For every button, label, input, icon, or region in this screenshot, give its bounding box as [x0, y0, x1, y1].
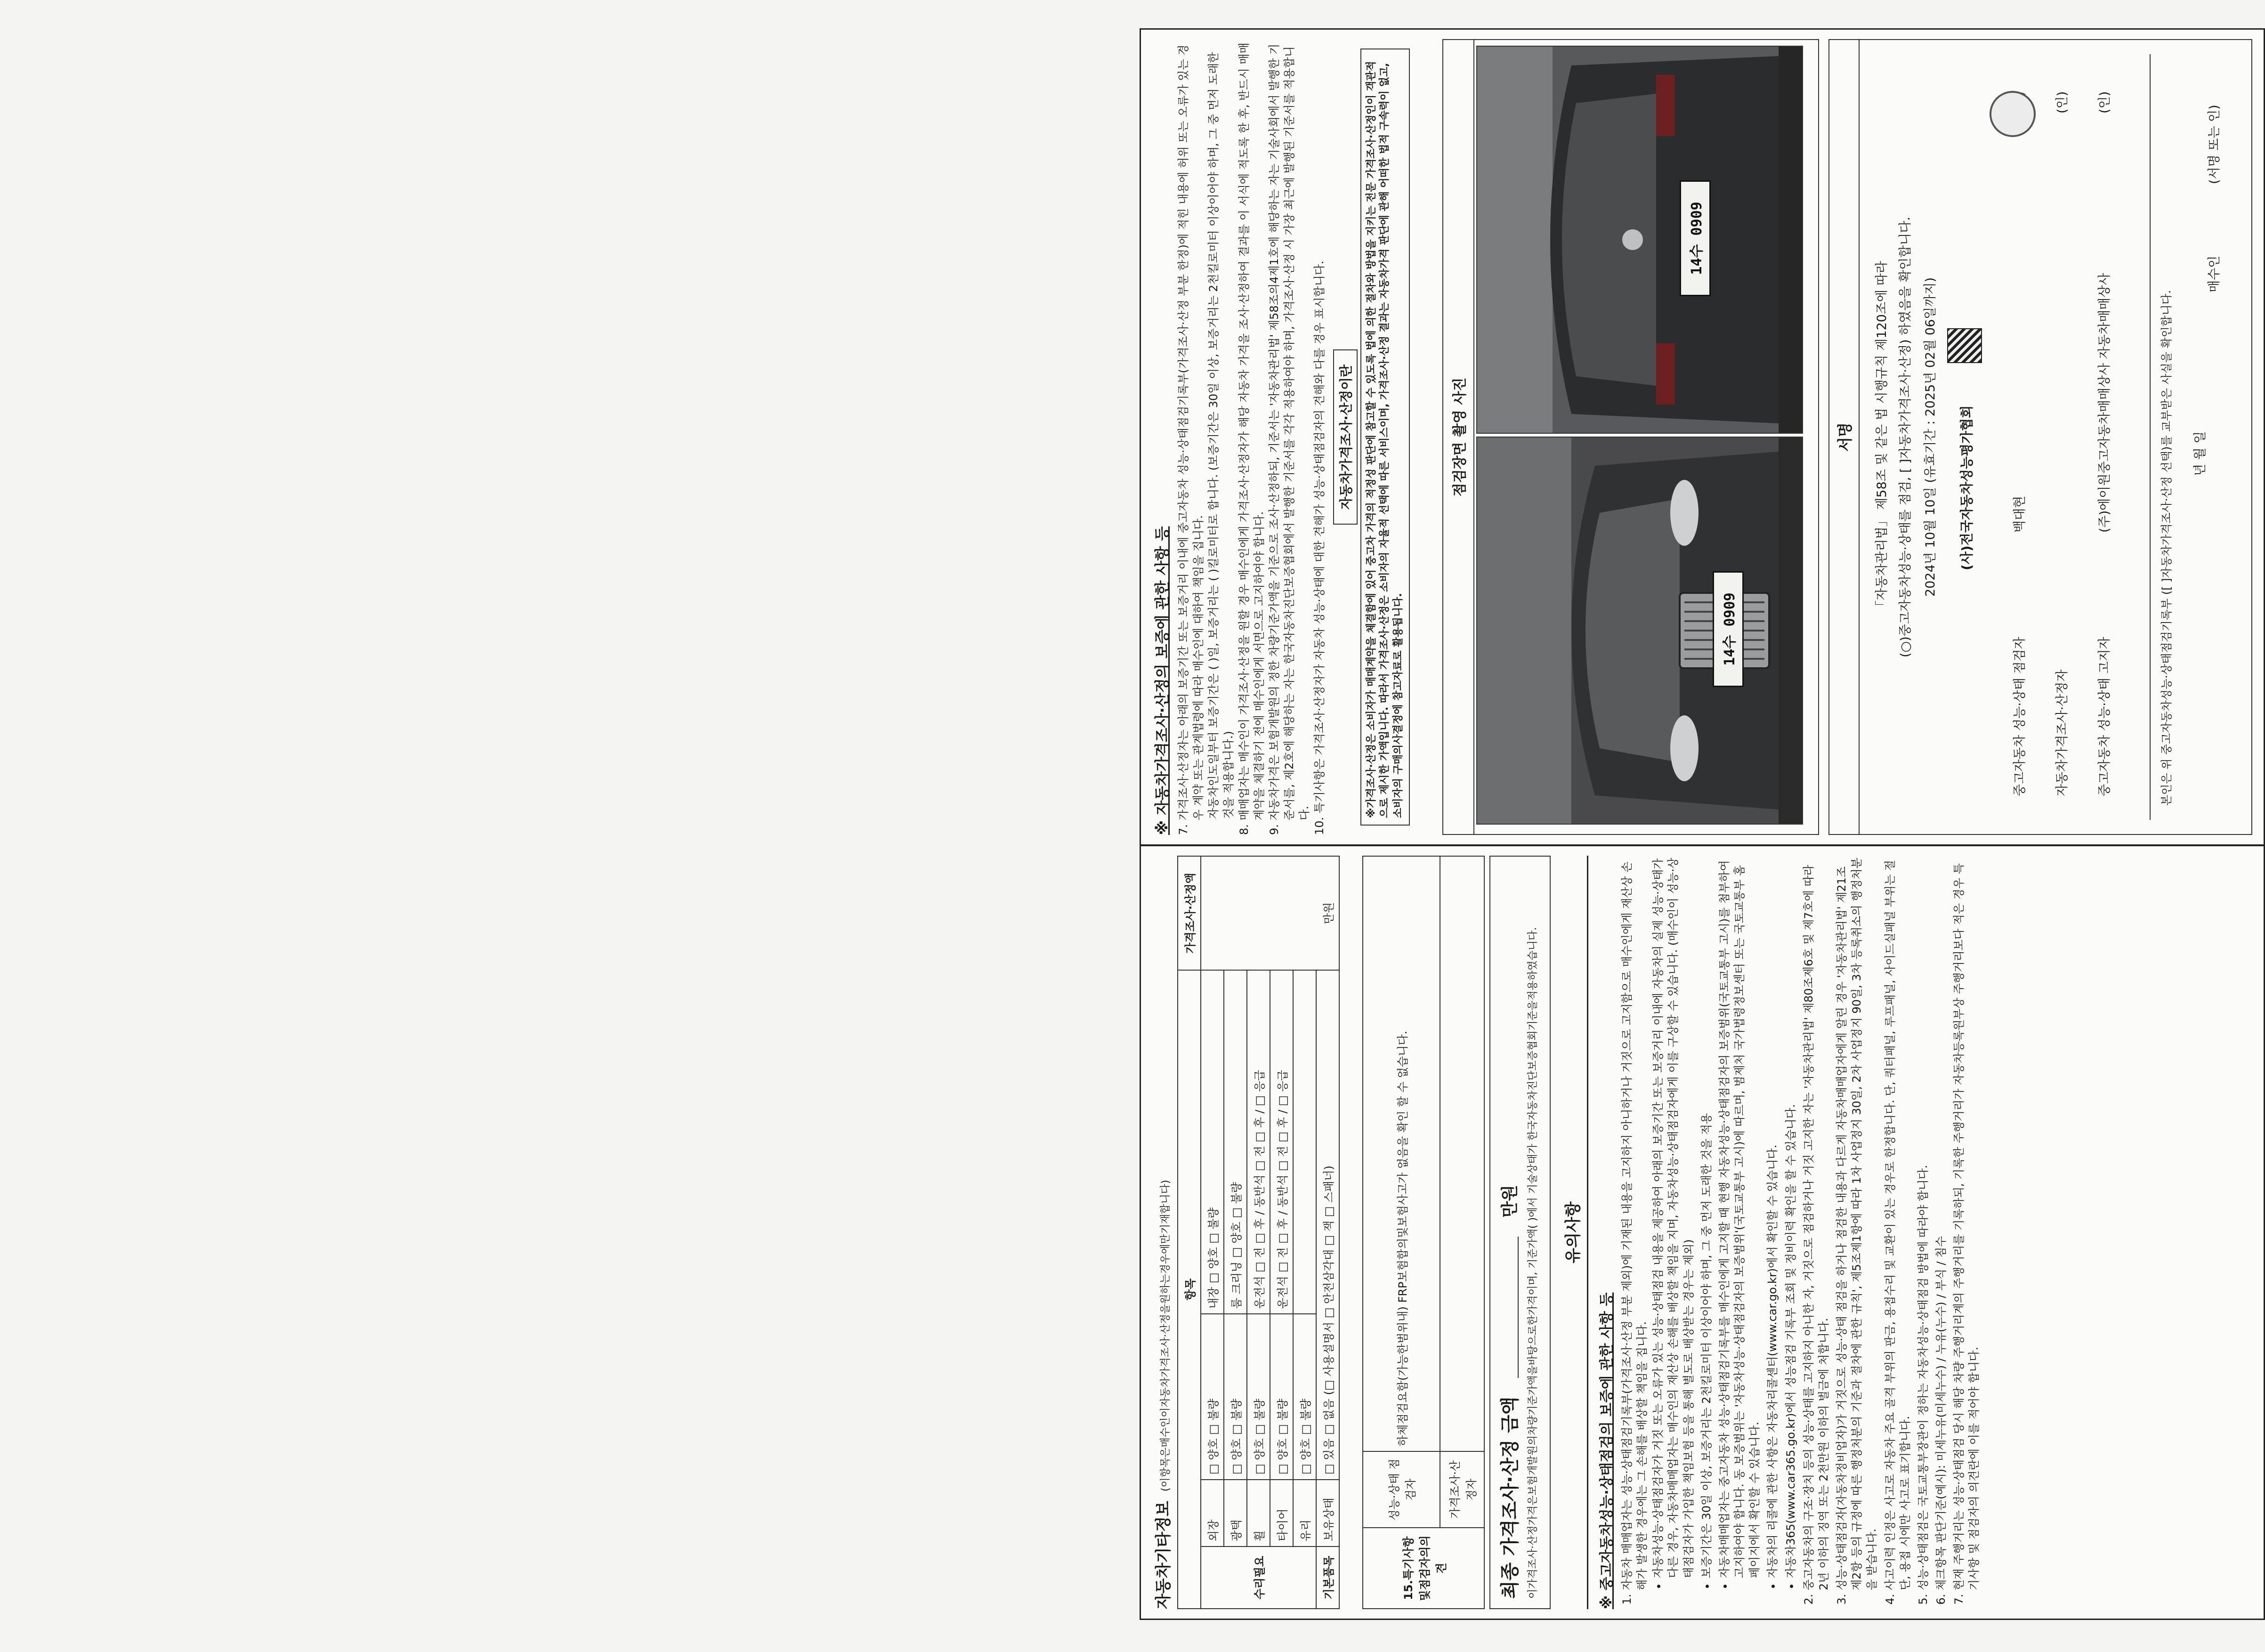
opinion-row-label: 가격조사·산정자 [1440, 1451, 1484, 1528]
signature-check-text: (○)중고자동차성능·상태를 점검, [ ]자동차가격조사·산정) 하였음을 확인합니다. [1898, 217, 1913, 657]
guarantee-text: 자동차가격은 보험개발원의 정한 차량기준가액을 기준으로 조사·산정하되, 기준서는 '자동차관리법' 제58조의4제1호에 해당하는 자는 기술사회에서 발행한 기준서를, 제2호에 해당하는 자는 한국자동차진단보증협회에서 발행한 기준서를 각각 적용하여야 하며, 가격조사·산정 시 가장 최근에 발행된 기준서를 적용합니다. [1267, 43, 1311, 821]
basic-items-sub: 보유상태 [1316, 1480, 1339, 1547]
caution-text: • 자동차매매업자는 중고자동차 성능·상태점검기록부를 매수인에게 고지할 때 현행 자동차성능·상태점검자의 보증범위(국토교통부 고시)를 첨부하여 고지하여야 합니다. 동 보증범위는 '자동차성능·상태점검자의 보증범위'(국토교통부 고시)에 따르며, 범제처 국가법령정보센터 또는 국토교통부 홈페이지에서 확인할 수 있습니다. [1717, 856, 1762, 1578]
price-cell [1201, 856, 1339, 970]
photo-section [1442, 39, 1819, 835]
vehicle-other-subtitle: (이항목은매수인이자동차가격조사·산정을원하는경우에만기재합니다) [1160, 1180, 1172, 1492]
opinion-row-text [1440, 856, 1484, 1451]
row-name: 타이어 [1270, 1480, 1293, 1547]
repair-label: 수리필요 [1201, 1547, 1316, 1609]
role-label: 중고자동차 성능·상태 고지자 [2097, 637, 2112, 796]
basic-items-value[interactable]: □ 있음 □ 없음 (□ 사용설명서 □ 안전삼각대 □ 잭 □ 스패너) [1316, 970, 1339, 1480]
row-option-2-value[interactable]: □ 양호 □ 불량 [1230, 1182, 1243, 1258]
caution-section1-title: ※ 중고자동차성능·상태점검의 보증에 관한 사항 등 [1599, 1292, 1615, 1609]
vehicle-other-title: 자동차기타정보 [1154, 1501, 1173, 1609]
final-price-unit: 만원 [1500, 1184, 1520, 1218]
photo-front [1476, 437, 1803, 825]
signature-role-row [1999, 76, 2041, 796]
col-price-header: 가격조사·산정액 [1178, 856, 1201, 970]
guarantee-list [1176, 39, 1327, 835]
definition-title: 자동차가격조사·산정이란 [1333, 349, 1358, 525]
caution-list [1619, 856, 1982, 1609]
signature-org: (사)전국자동차성능평가협회 [1959, 405, 1974, 570]
buyer-sign[interactable]: (서명 또는 인) [2207, 105, 2222, 184]
row-option[interactable]: □ 양호 □ 불량 [1224, 1314, 1247, 1480]
caution-item-7: 7. 현재 주행거리는 성능·상태점검 당시 해당 차량 주행거리계의 주행거리를 기록하되, 기록한 주행거리가 자동차등록원부상 주행거리보다 적은 경우 특기사항 및 점검자의 의견란에 이를 적어야 합니다. [1951, 856, 1982, 1590]
guarantee-section [1150, 39, 1410, 835]
caution-text: 자동차 매매업자는 성능·상태점검기록부(가격조사·산정 부분 제외)에 기재된 내용을 고지하지 아니하거나 거짓으로 고지함으로 매수인에게 재산상 손해가 발생한 경우에는 그 손해를 배상할 책임을 집니다. [1620, 861, 1649, 1590]
col-item-header: 항목 [1178, 970, 1201, 1609]
guarantee-text: 특기사항은 가격조사·산정자가 자동차 성능·상태에 대한 견해가 성능·상태점검자의 견해와 다를 경우 표시합니다. [1313, 260, 1327, 813]
opinion-section [1362, 856, 1485, 1609]
official-seal-icon [1990, 91, 2036, 137]
row-option[interactable]: □ 양호 □ 불량 [1293, 1314, 1316, 1480]
caution-item-2: 2. 중고자동차의 구조·장치 등의 성능·상태를 고지하지 아니한 자, 거짓으로 점검하거나 거짓 고지한 자는 '자동차관리법' 제80조제6호 및 제7호에 따라 2년 이하의 징역 또는 2천만원 이하의 벌금에 처합니다. [1801, 856, 1831, 1590]
role-name: (주)에이원중고자동차매매상사 자동차매매상사 [2097, 273, 2112, 533]
inspection-form-sheet [1140, 28, 2265, 1620]
signature-role-row [2084, 76, 2126, 796]
row-option-2[interactable] [1224, 970, 1247, 1314]
caution-item-6: 6. 체크항목 판단기준(예시): 미세누유(미세누수) / 누유(누수) / 부식 / 침수 [1933, 856, 1949, 1590]
price-unit: 만원 [1322, 902, 1335, 924]
guarantee-number: 8. [1237, 824, 1251, 835]
row-name: 휠 [1247, 1480, 1270, 1547]
vehicle-other-info [1150, 856, 1340, 1609]
final-price-note: 이가격조사·산정가격은보험개발원의차량기준가액을바탕으로한가격이며, 기준가액( )에서 기술상태가 한국자동차진단보증협회기준을적용하였습니다. [1527, 927, 1539, 1599]
license-plate-rear: 14수 0909 [1680, 180, 1711, 296]
row-option[interactable]: □ 양호 □ 불량 [1270, 1314, 1293, 1480]
caution-item-3: 3. 성능·상태점검자(자동차정비업자)가 거짓으로 성능·상태 점검을 하거나 점검한 내용과 다르게 자동차매매업자에게 알린 경우 '자동차관리법' 제21조제2항 등의 규정에 따른 행정처분의 기준과 절차에 관한 규칙', 제5조제1항에 따라 1차 사업정지 30일, 2차 사업정지 90일, 3차 등록취소의 행정처분을 받습니다. [1834, 856, 1879, 1590]
signature-title: 서명 [1829, 40, 1860, 834]
row-option[interactable]: □ 양호 □ 불량 [1201, 1314, 1224, 1480]
row-option-2-value[interactable]: □ 양호 □ 불량 [1207, 1207, 1220, 1283]
signature-date: 2024년 10월 10일 (유효기간 : 2025년 02월 06일까지) [1923, 277, 1938, 597]
buyer-label: 매수인 [2207, 255, 2222, 292]
opinion-row-text: 하체점검요함(가능한범위내) FRP보험합의및보험사고가 없음을 확인 할 수 없습니다. [1363, 856, 1440, 1451]
row-option-2 [1293, 970, 1316, 1314]
guarantee-number: 10. [1313, 817, 1327, 835]
final-price-input[interactable] [1499, 1237, 1519, 1378]
row-name-2: 룸 크리닝 [1230, 1261, 1243, 1309]
row-name: 유리 [1293, 1480, 1316, 1547]
caution-title: 유의사항 [1560, 856, 1588, 1609]
signature-section [1828, 39, 2252, 835]
guarantee-text: 매매업자는 매수인이 가격조사·산정을 원할 경우 매수인에게 가격조사·산정자가 해당 자동차 가격을 조사·산정하여 결과를 이 서식에 적도록 한 후, 반드시 매매계약을 체결하기 전에 매수인에게 서면으로 고지하여야 합니다. [1237, 42, 1266, 821]
caution-text: • 보증기간은 30일 이상, 보증거리는 2천킬로미터 이상이어야 하며, 그 중 먼저 도래한 것을 적용 [1699, 856, 1714, 1578]
guarantee-text: 가격조사·산정자는 아래의 보증기간 또는 보증거리 이내에 중고자동차 성능·상태점검기록부(가격조사·산정 부분 한정)에 적힌 내용에 허위 또는 오류가 있는 경우 계약 또는 관계법령에 따라 매수인에 대하여 책임을 집니다. [1177, 44, 1205, 821]
left-half [1141, 844, 2264, 1619]
row-option-2[interactable]: 운전석 □ 전 □ 후 / 동반석 □ 전 □ 후 / □ 응급 [1270, 970, 1293, 1314]
opinion-table [1362, 856, 1485, 1609]
photo-rear [1476, 46, 1803, 434]
signature-law-text: 「자동차관리법」 제58조 및 같은 법 시행규칙 제120조에 따라 [1875, 261, 1889, 613]
row-option-2[interactable] [1201, 970, 1224, 1314]
caution-item-1 [1619, 856, 1798, 1590]
caution-section [1560, 856, 1984, 1609]
guarantee-number: 7. [1177, 824, 1190, 835]
right-half [1141, 30, 2264, 844]
opinion-label: 15.특기사항및점검자의의견 [1363, 1528, 1484, 1609]
row-name-2: 내장 [1207, 1287, 1220, 1309]
guarantee-text: 자동차인도일부터 보증기간은 ( )일, 보증거리는 ( )킬로미터로 합니다. (보증기간은 30일 이상, 보증거리는 2천킬로미터 이상이어야 하며, 그 중 먼저 도래한 것을 적용합니다.) [1207, 52, 1236, 819]
car-front-illustration [1477, 437, 1802, 824]
caution-text: • 자동차성능·상태점검자가 거짓 또는 오류가 있는 성능·상태점검 내용을 제공하여 아래의 보증기간 또는 보증거리 이내에 자동차의 실제 성능·상태가 다른 경우, 자동차매매업자는 매수인의 재산상 손해를 배상할 책임을 지며, 자동차성능·상태점검자에게 이를 구상할 수 있습니다. (매수인이 성능·상태점검자가 가입한 책임보험 등을 통해 별도로 배상받는 경우는 제외) [1650, 856, 1696, 1578]
final-price-title: 최종 가격조사·산정 금액 [1499, 1396, 1521, 1599]
caution-text: • 자동차의 리콜에 관한 사항은 자동차리콜센터(www.car.go.kr)에서 확인할 수 있습니다. [1765, 856, 1780, 1578]
row-name: 광택 [1224, 1480, 1247, 1547]
car-rear-illustration [1477, 47, 1802, 433]
role-label: 자동차가격조사·산정자 [2055, 669, 2070, 796]
basic-items-label: 기본품목 [1316, 1547, 1339, 1609]
final-price-section [1489, 856, 1551, 1609]
opinion-row-label: 성능·상태 점검자 [1363, 1451, 1440, 1528]
row-option[interactable]: □ 양호 □ 불량 [1247, 1314, 1270, 1480]
guarantee-title: ※ 자동차가격조사·산정의 보증에 관한 사항 등 [1153, 526, 1171, 835]
caution-item-4: 4. 사고이력 인정은 사고로 자동차 주요 골격 부위의 판금, 용접수리 및 교환이 있는 경우로 한정합니다. 단, 쿼터패널, 루프패널, 사이드실패널 부위는 절단, 용접 시에만 사고로 표기합니다. [1883, 856, 1913, 1590]
signature-divider [2150, 54, 2151, 820]
guarantee-number: 9. [1267, 824, 1281, 835]
role-seal[interactable]: (인) [2055, 91, 2070, 113]
role-label: 중고자동차 성능·상태 점검자 [2013, 637, 2028, 796]
vehicle-other-table [1177, 856, 1340, 1609]
signature-date-fields[interactable]: 년 월 일 [2193, 431, 2208, 476]
role-seal[interactable]: (인) [2097, 91, 2112, 113]
row-name: 외장 [1201, 1480, 1224, 1547]
caution-text: • 자동차365(www.car365.go.kr)에서 성능점검 기록부 조회 및 정비이력 확인을 할 수 있습니다. [1783, 856, 1798, 1578]
definition-text: ※가격조사·산정은 소비자가 매매계약을 체결함에 있어 중고차 가격의 적정성 판단에 참고할 수 있도록 법에 의한 절차와 방법을 지키는 전문 가격조사·산정인이 객관적으로 제시한 가액입니다. 따라서 가격조사·산정은 소비자의 자율적 선택에 따른 서비스이며, 가격조사·산정 결과는 자동차가격 판단에 관해 어떠한 법적 구속력이 없고, 소비자의 구매의사결정에 참고자료로 활용됩니다. [1360, 49, 1410, 826]
signature-roles [1999, 76, 2126, 796]
qr-code-icon [1947, 328, 1982, 363]
license-plate-front: 14수 0909 [1713, 571, 1744, 687]
signature-role-row [2041, 76, 2084, 796]
row-option-2[interactable]: 운전석 □ 전 □ 후 / 동반석 □ 전 □ 후 / □ 응급 [1247, 970, 1270, 1314]
signature-confirm: 본인은 위 중고자동차성능·상태점검기록부 ([ ]자동차가격조사·산정 선택)를 교부받은 사실을 확인합니다. [2160, 290, 2173, 806]
caution-item-5: 5. 성능·상태점검은 국토교통부장관이 정하는 자동차성능·상태점검 방법에 따라야 합니다. [1916, 856, 1931, 1590]
photo-title: 점검장면 촬영 사진 [1443, 40, 1474, 834]
role-name: 백대현 [2013, 495, 2028, 533]
